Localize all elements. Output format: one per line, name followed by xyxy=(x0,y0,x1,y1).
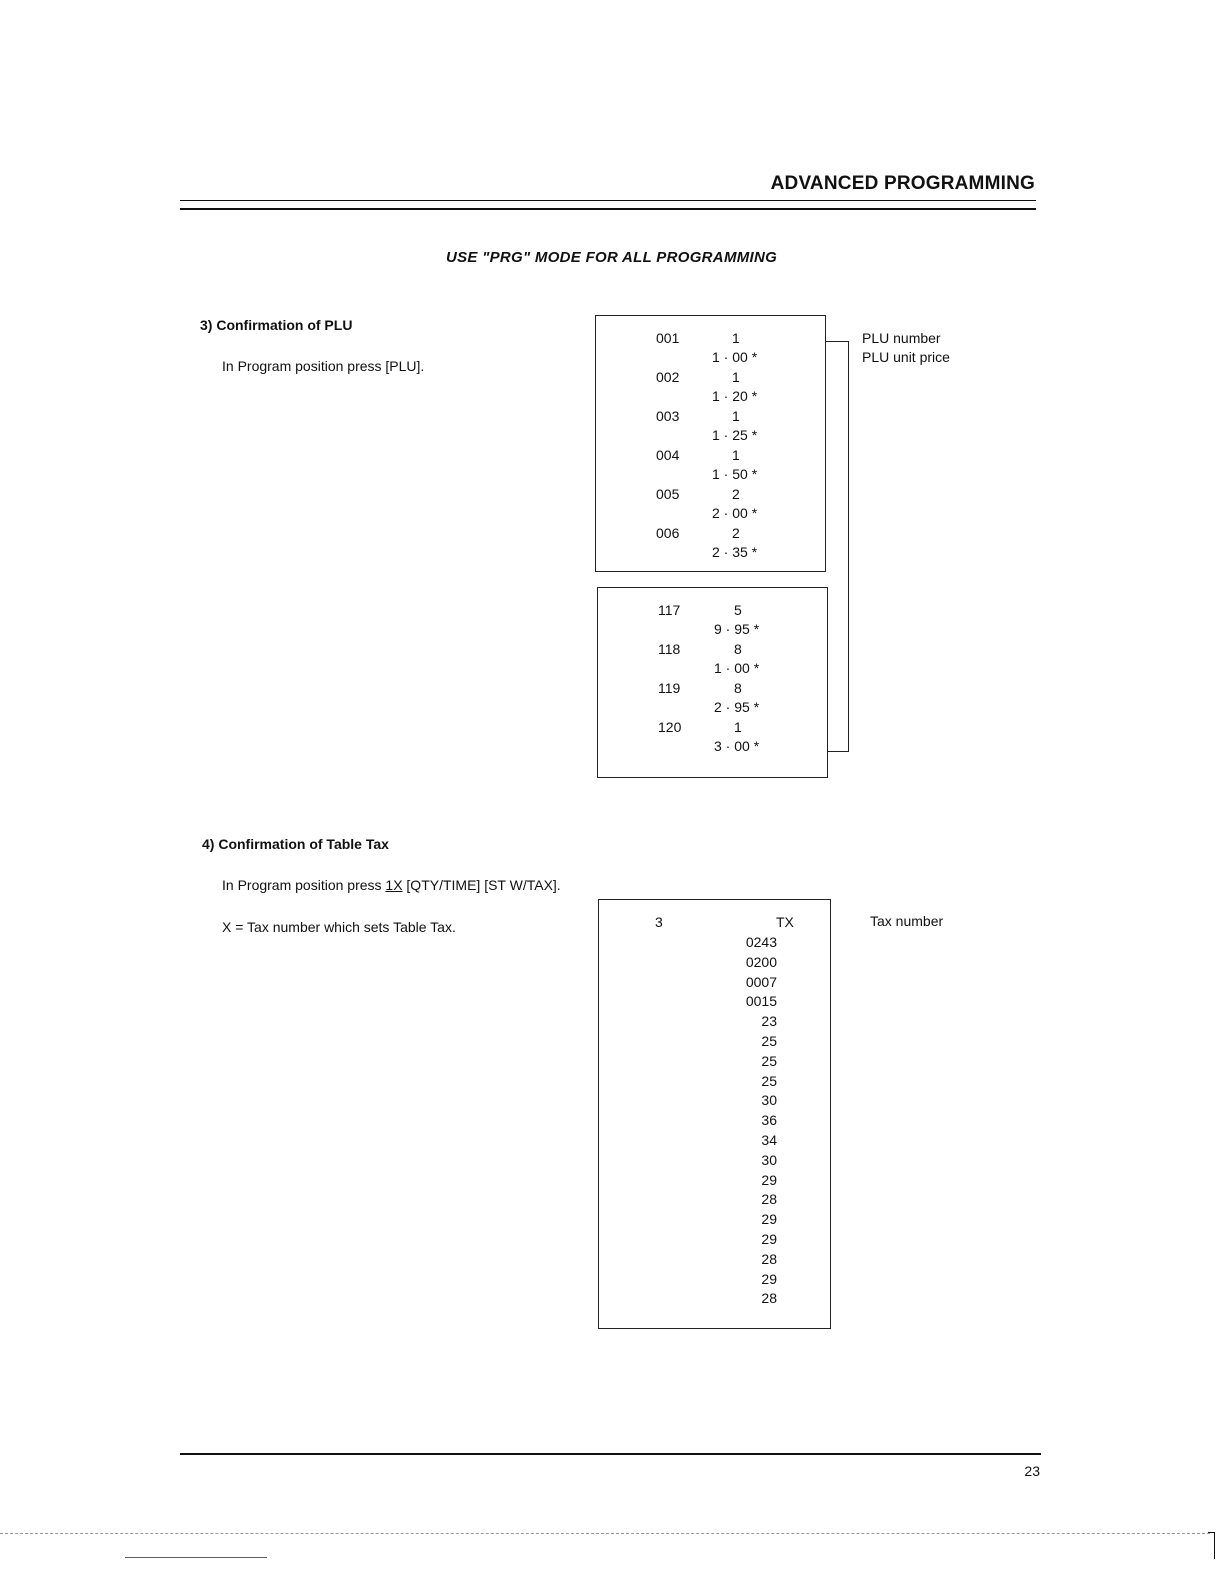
plu-price: 2 · 95 * xyxy=(714,699,760,715)
section3-instruction: In Program position press [PLU]. xyxy=(222,358,425,374)
plu-receipt-top xyxy=(595,315,826,572)
tax-value: 28 xyxy=(761,1250,777,1267)
plu-code: 120 xyxy=(658,719,682,735)
page-corner-mark xyxy=(1208,1532,1215,1559)
plu-quantity: 1 xyxy=(732,330,740,346)
tax-value: 25 xyxy=(761,1052,777,1069)
tax-value: 28 xyxy=(761,1191,777,1208)
bracket-top xyxy=(826,341,848,342)
plu-price: 1 · 00 * xyxy=(712,349,758,365)
plu-quantity: 2 xyxy=(732,486,740,502)
tax-value: 28 xyxy=(761,1290,777,1307)
plu-code: 119 xyxy=(658,680,681,696)
plu-code: 001 xyxy=(656,330,680,346)
note-tax-number: Tax number xyxy=(870,913,944,929)
tax-value: 30 xyxy=(761,1151,777,1168)
section4-definition: X = Tax number which sets Table Tax. xyxy=(222,919,456,935)
plu-quantity: 1 xyxy=(732,408,740,424)
plu-code: 002 xyxy=(656,369,680,385)
tax-value: 25 xyxy=(761,1072,777,1089)
page-edge-rule xyxy=(0,1533,1210,1534)
tax-value: 0015 xyxy=(745,993,777,1010)
section-header-title: ADVANCED PROGRAMMING xyxy=(770,173,1035,194)
tax-value: 0243 xyxy=(745,934,777,950)
tax-receipt-head-left: 3 xyxy=(655,914,663,930)
plu-receipt-bottom xyxy=(597,587,828,778)
note-plu-number: PLU number xyxy=(862,330,941,346)
tax-value: 30 xyxy=(761,1092,777,1109)
instruction-key: 1X xyxy=(385,877,403,893)
header-rule-thick xyxy=(180,208,1036,210)
plu-quantity: 5 xyxy=(734,602,742,618)
tax-value: 29 xyxy=(761,1270,777,1287)
plu-price: 2 · 35 * xyxy=(712,544,758,560)
tax-value: 36 xyxy=(761,1112,777,1129)
tax-value: 0200 xyxy=(745,953,777,970)
tax-value: 34 xyxy=(761,1132,777,1148)
tax-value: 25 xyxy=(761,1033,777,1049)
plu-code: 004 xyxy=(656,447,680,463)
tax-value: 0007 xyxy=(745,973,777,990)
plu-quantity: 8 xyxy=(734,641,742,657)
page-number: 23 xyxy=(1024,1463,1040,1479)
plu-quantity: 1 xyxy=(732,447,740,463)
plu-price: 1 · 00 * xyxy=(714,660,760,676)
plu-price: 1 · 20 * xyxy=(712,388,758,404)
scan-edge-line xyxy=(125,1557,267,1558)
plu-code: 006 xyxy=(656,525,680,541)
plu-code: 003 xyxy=(656,408,680,424)
tax-value: 29 xyxy=(761,1211,777,1228)
plu-price: 3 · 00 * xyxy=(714,738,760,754)
header-rule-thin xyxy=(180,200,1036,201)
tax-value: 29 xyxy=(761,1231,777,1247)
tax-receipt xyxy=(598,899,831,1329)
mode-note: USE "PRG" MODE FOR ALL PROGRAMMING xyxy=(446,249,778,266)
plu-price: 9 · 95 * xyxy=(714,621,760,637)
tax-receipt-head-right: TX xyxy=(776,914,794,930)
tax-value: 23 xyxy=(761,1013,777,1030)
plu-code: 117 xyxy=(658,602,681,618)
instruction-suffix: [QTY/TIME] [ST W/TAX]. xyxy=(402,877,561,893)
plu-code: 118 xyxy=(658,641,681,657)
plu-price: 2 · 00 * xyxy=(712,505,758,521)
section4-instruction xyxy=(222,877,561,893)
plu-price: 1 · 50 * xyxy=(712,466,758,482)
plu-price: 1 · 25 * xyxy=(712,427,758,443)
plu-quantity: 1 xyxy=(734,719,742,735)
section4-title: 4) Confirmation of Table Tax xyxy=(202,836,389,852)
plu-quantity: 2 xyxy=(732,525,740,541)
plu-quantity: 8 xyxy=(734,680,742,696)
section3-title: 3) Confirmation of PLU xyxy=(200,317,353,333)
note-plu-unit-price: PLU unit price xyxy=(862,349,950,365)
tax-value: 29 xyxy=(761,1171,777,1188)
bracket-vertical xyxy=(848,341,849,752)
footer-rule xyxy=(180,1453,1041,1455)
bracket-bottom xyxy=(828,751,849,752)
plu-quantity: 1 xyxy=(732,369,740,385)
plu-code: 005 xyxy=(656,486,680,502)
instruction-prefix: In Program position press xyxy=(222,877,386,893)
